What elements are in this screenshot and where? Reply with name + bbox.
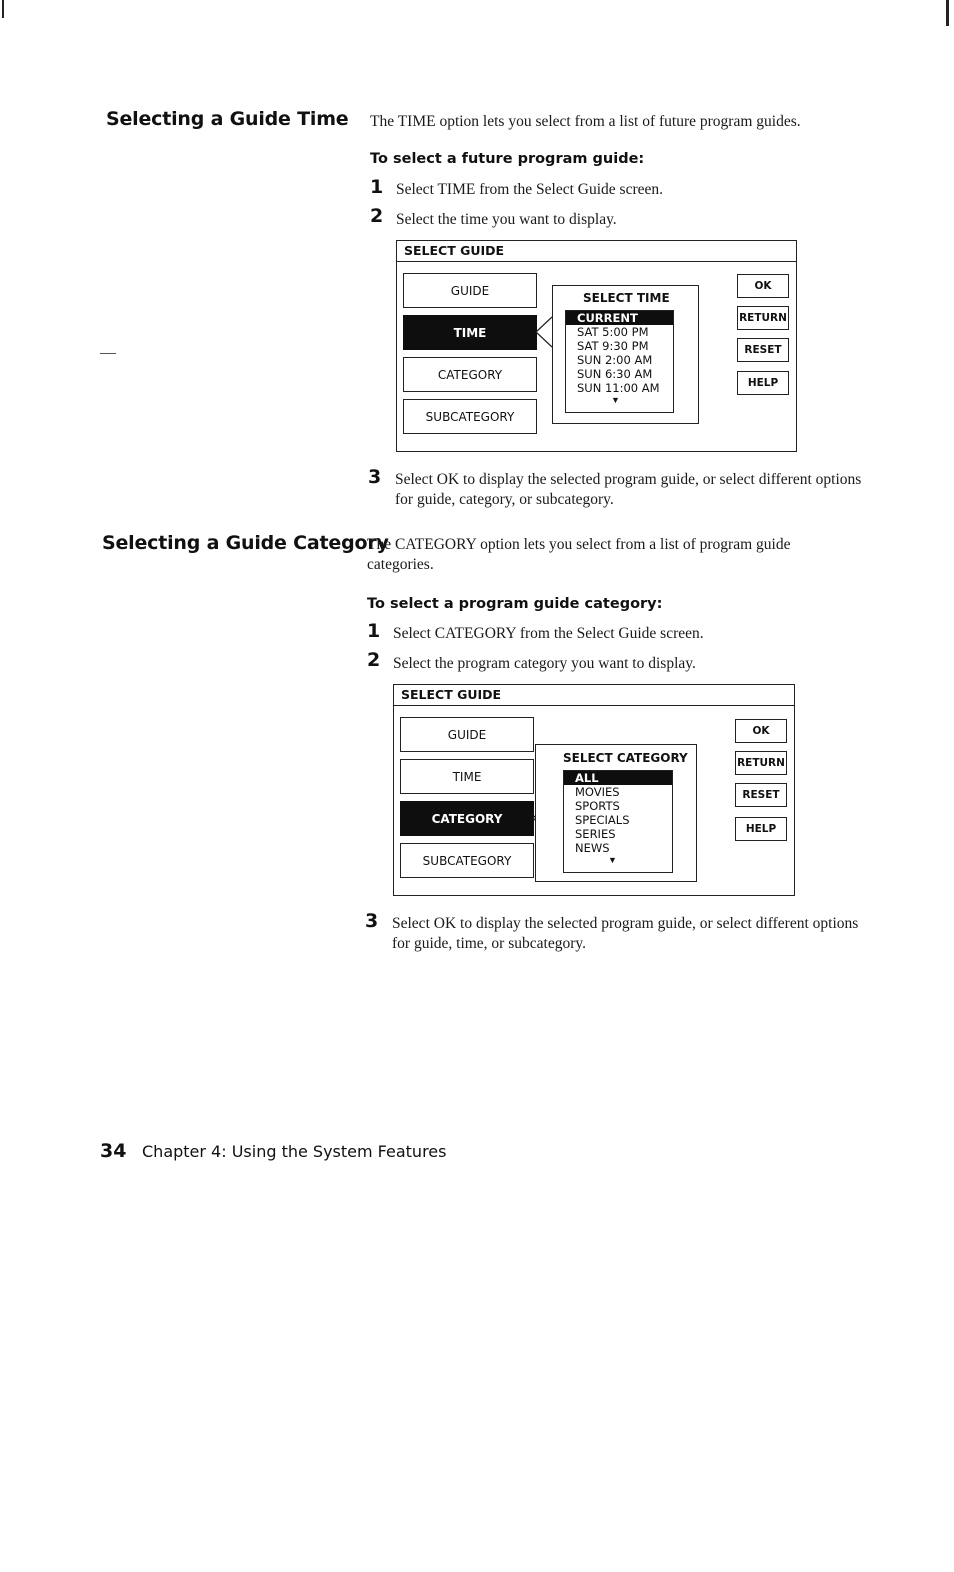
select-category-panel — [535, 744, 697, 882]
step-text: Select TIME from the Select Guide screen. — [396, 181, 663, 198]
pointer-arrow-icon — [534, 315, 554, 349]
step-number: 3 — [368, 466, 382, 488]
ok-button[interactable]: OK — [735, 719, 787, 743]
page-number: 34 — [100, 1140, 127, 1162]
reset-button[interactable]: RESET — [735, 783, 787, 807]
margin-mark — [100, 353, 116, 354]
list-title: SELECT CATEGORY — [563, 751, 688, 765]
step-text: Select OK to display the selected program guide, or select different options for guide, category, or subcategory. — [395, 471, 862, 508]
select-guide-screen-time — [396, 240, 797, 452]
step-number: 1 — [367, 620, 381, 642]
page-edge-mark-left — [2, 0, 4, 18]
help-button[interactable]: HELP — [735, 817, 787, 841]
menu-category-button[interactable]: CATEGORY — [403, 357, 537, 392]
list-item[interactable]: SAT 5:00 PM — [577, 325, 649, 339]
list-item[interactable]: SERIES — [575, 827, 616, 841]
section-heading-guide-category: Selecting a Guide Category — [102, 532, 389, 554]
list-item[interactable]: SAT 9:30 PM — [577, 339, 649, 353]
step-text: Select OK to display the selected program guide, or select different options for guide, time, or subcategory. — [392, 915, 859, 952]
list-title: SELECT TIME — [583, 291, 670, 305]
section-intro: The TIME option lets you select from a list of future program guides. — [370, 113, 801, 130]
step-number: 1 — [370, 176, 384, 198]
menu-subcategory-button[interactable]: SUBCATEGORY — [403, 399, 537, 434]
procedure-heading: To select a program guide category: — [367, 596, 663, 612]
screen-title: SELECT GUIDE — [394, 685, 794, 706]
menu-guide-button[interactable]: GUIDE — [403, 273, 537, 308]
step-text: Select the time you want to display. — [396, 211, 617, 228]
list-item[interactable]: ALL — [564, 771, 672, 785]
menu-time-button[interactable]: TIME — [403, 315, 537, 350]
category-list[interactable] — [563, 770, 673, 873]
chapter-title: Chapter 4: Using the System Features — [142, 1142, 447, 1161]
section-heading-guide-time: Selecting a Guide Time — [106, 108, 349, 130]
reset-button[interactable]: RESET — [737, 338, 789, 362]
scroll-down-icon[interactable]: ▼ — [611, 395, 620, 405]
screen-title: SELECT GUIDE — [397, 241, 796, 262]
list-item[interactable]: SPECIALS — [575, 813, 630, 827]
menu-subcategory-button[interactable]: SUBCATEGORY — [400, 843, 534, 878]
list-item[interactable]: SUN 11:00 AM — [577, 381, 660, 395]
list-item[interactable]: NEWS — [575, 841, 610, 855]
list-item[interactable]: SPORTS — [575, 799, 620, 813]
ok-button[interactable]: OK — [737, 274, 789, 298]
list-item[interactable]: CURRENT — [566, 311, 673, 325]
step-number: 2 — [367, 649, 381, 671]
return-button[interactable]: RETURN — [735, 751, 787, 775]
time-list[interactable] — [565, 310, 674, 413]
procedure-heading: To select a future program guide: — [370, 151, 645, 167]
menu-time-button[interactable]: TIME — [400, 759, 534, 794]
return-button[interactable]: RETURN — [737, 306, 789, 330]
list-item[interactable]: MOVIES — [575, 785, 620, 799]
select-time-panel — [552, 285, 699, 424]
step-number: 2 — [370, 205, 384, 227]
select-guide-screen-category — [393, 684, 795, 896]
section-intro: The CATEGORY option lets you select from a list of program guide categories. — [367, 536, 791, 573]
step-text: Select the program category you want to display. — [393, 655, 696, 672]
scroll-down-icon[interactable]: ▼ — [608, 855, 617, 865]
list-item[interactable]: SUN 2:00 AM — [577, 353, 653, 367]
step-text: Select CATEGORY from the Select Guide screen. — [393, 625, 704, 642]
list-item[interactable]: SUN 6:30 AM — [577, 367, 653, 381]
menu-guide-button[interactable]: GUIDE — [400, 717, 534, 752]
help-button[interactable]: HELP — [737, 371, 789, 395]
step-number: 3 — [365, 910, 379, 932]
page-edge-mark-right — [946, 0, 949, 26]
menu-category-button[interactable]: CATEGORY — [400, 801, 534, 836]
